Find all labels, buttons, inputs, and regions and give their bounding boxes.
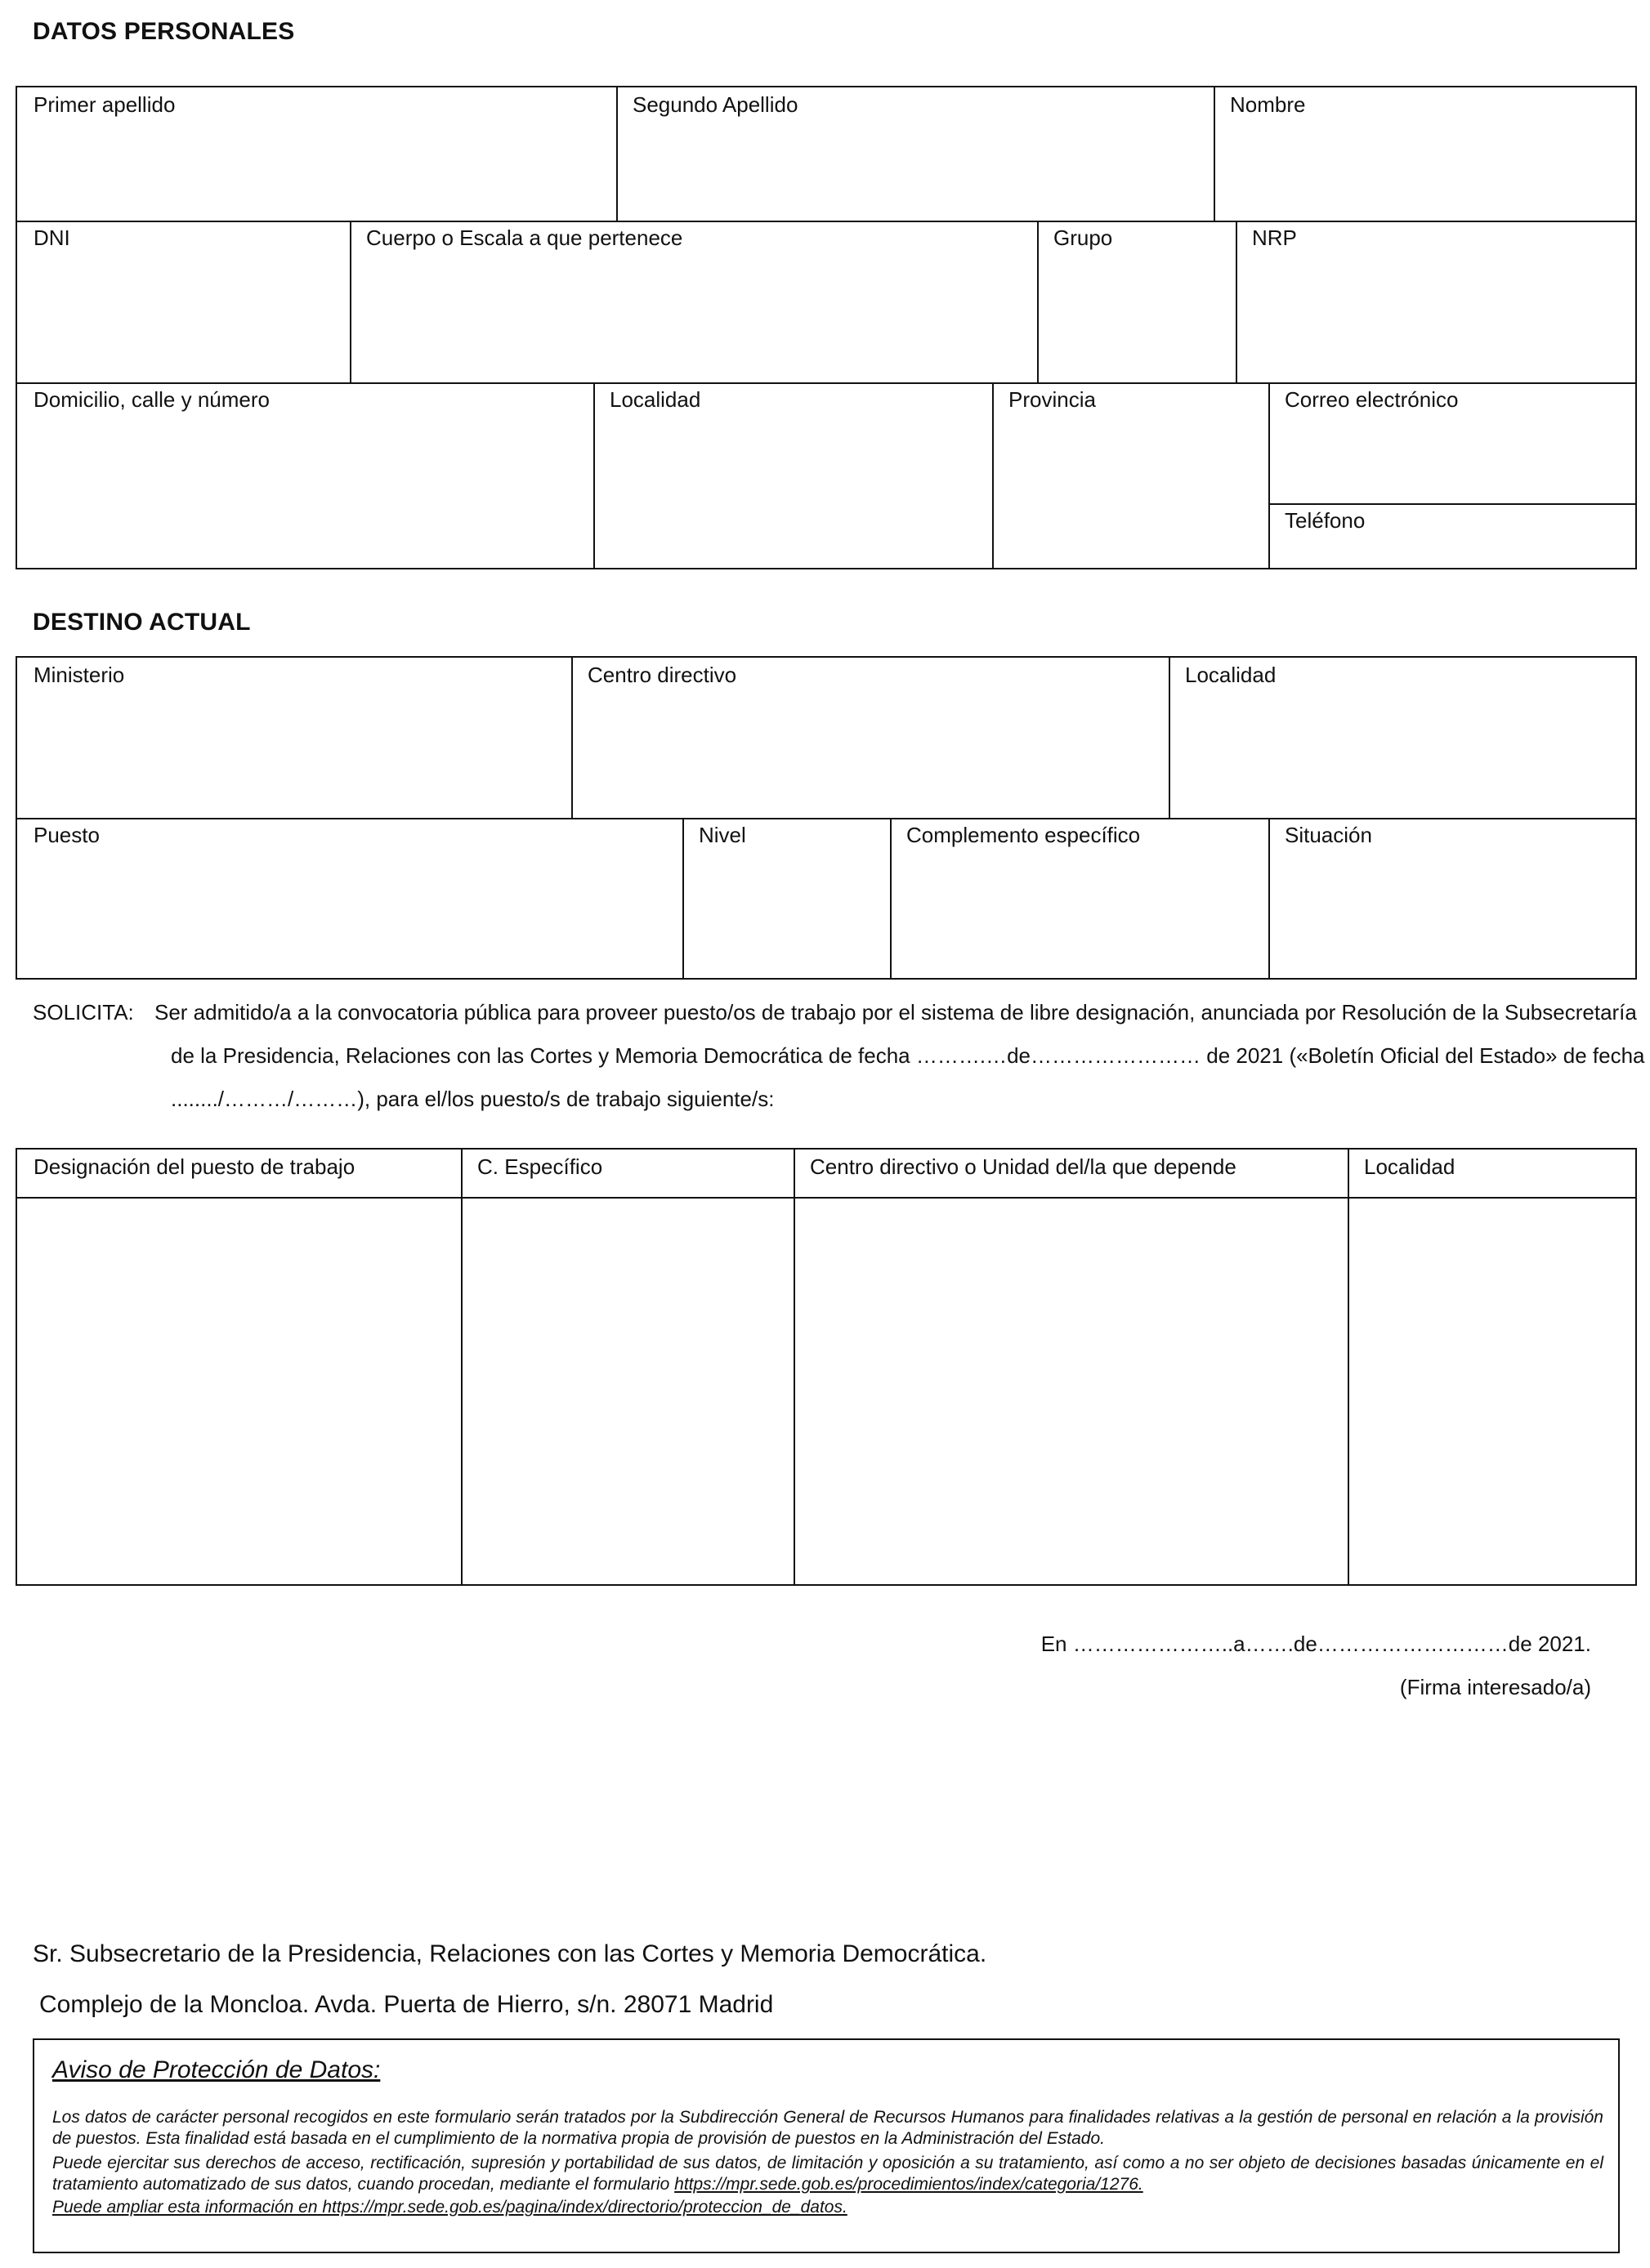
localidad-personal-label: Localidad	[610, 387, 701, 412]
notice-paragraph-1: Los datos de carácter personal recogidos en este formulario serán tratados por la Subdirección General de Recursos Humanos para finalidades relativas a la gestión de personal en relación a la provisión de puestos. Esta finalidad está basada en el cumplimiento de la normativa propia de provisión de puestos en la Administración del Estado.	[52, 2108, 1603, 2148]
puestos-table	[16, 1148, 1637, 1586]
segundo-apellido-label: Segundo Apellido	[633, 92, 798, 117]
destino-table	[16, 656, 1637, 980]
puestos-header-localidad	[1348, 1150, 1635, 1199]
solicita-line-1: Ser admitido/a a la convocatoria pública para proveer puesto/os de trabajo por el sistema de libre designación, anunciada por Resolución de la Subsecretaría	[154, 1000, 1637, 1025]
centro-directivo-field[interactable]	[571, 658, 1170, 819]
dni-label: DNI	[34, 225, 70, 250]
addressee-line-2: Complejo de la Moncloa. Avda. Puerta de Hierro, s/n. 28071 Madrid	[39, 1991, 774, 2018]
puestos-cell-especifico[interactable]	[461, 1197, 795, 1584]
complemento-label: Complemento específico	[906, 823, 1141, 847]
solicita-line-3: ......../………/………), para el/los puesto/s de trabajo siguiente/s:	[171, 1087, 775, 1111]
correo-label: Correo electrónico	[1285, 387, 1459, 412]
nombre-field[interactable]	[1214, 87, 1635, 222]
place-date-line: En …………………..a…….de………………………de 2021.	[1040, 1632, 1591, 1656]
centro-directivo-label: Centro directivo	[588, 663, 737, 687]
header-localidad-label: Localidad	[1364, 1154, 1455, 1179]
puestos-header-designacion	[17, 1150, 463, 1199]
provincia-label: Provincia	[1008, 387, 1096, 412]
notice-paragraph-3[interactable]: Puede ampliar esta información en https://mpr.sede.gob.es/pagina/index/directorio/proteccion_de_datos.	[52, 2198, 847, 2217]
puestos-cell-designacion[interactable]	[17, 1197, 463, 1584]
telefono-field[interactable]	[1268, 503, 1635, 568]
addressee-line-1: Sr. Subsecretario de la Presidencia, Relaciones con las Cortes y Memoria Democrática.	[33, 1940, 987, 1967]
telefono-label: Teléfono	[1285, 508, 1366, 533]
nrp-label: NRP	[1252, 225, 1297, 250]
situacion-field[interactable]	[1268, 818, 1635, 978]
nivel-field[interactable]	[682, 818, 892, 978]
header-designacion-label: Designación del puesto de trabajo	[34, 1154, 355, 1179]
personal-data-table	[16, 86, 1637, 569]
domicilio-field[interactable]	[17, 382, 595, 568]
procedure-form-link[interactable]: https://mpr.sede.gob.es/procedimientos/index/categoria/1276.	[674, 2175, 1143, 2194]
localidad-destino-field[interactable]	[1169, 658, 1635, 819]
data-protection-notice	[33, 2038, 1620, 2253]
provincia-field[interactable]	[992, 382, 1270, 568]
puestos-header-centro	[794, 1150, 1349, 1199]
cuerpo-label: Cuerpo o Escala a que pertenece	[366, 225, 683, 250]
segundo-apellido-field[interactable]	[616, 87, 1215, 222]
nivel-label: Nivel	[699, 823, 746, 847]
signature-label: (Firma interesado/a)	[1399, 1675, 1591, 1699]
section-title-destino: DESTINO ACTUAL	[33, 609, 251, 636]
puesto-label: Puesto	[34, 823, 100, 847]
grupo-field[interactable]	[1037, 221, 1237, 384]
section-title-personal: DATOS PERSONALES	[33, 18, 295, 45]
grupo-label: Grupo	[1053, 225, 1113, 250]
localidad-destino-label: Localidad	[1185, 663, 1277, 687]
notice-title: Aviso de Protección de Datos:	[52, 2056, 381, 2083]
ministerio-field[interactable]	[17, 658, 573, 819]
ministerio-label: Ministerio	[34, 663, 125, 687]
primer-apellido-field[interactable]	[17, 87, 618, 222]
cuerpo-field[interactable]	[350, 221, 1039, 384]
situacion-label: Situación	[1285, 823, 1372, 847]
header-centro-label: Centro directivo o Unidad del/la que depende	[810, 1154, 1236, 1179]
primer-apellido-label: Primer apellido	[34, 92, 176, 117]
solicita-label: SOLICITA:	[33, 1000, 134, 1025]
header-especifico-label: C. Específico	[477, 1154, 603, 1179]
correo-field[interactable]	[1268, 382, 1635, 505]
puesto-field[interactable]	[17, 818, 684, 978]
dni-field[interactable]	[17, 221, 351, 384]
nombre-label: Nombre	[1230, 92, 1306, 117]
puestos-cell-centro[interactable]	[794, 1197, 1349, 1584]
nrp-field[interactable]	[1236, 221, 1635, 384]
puestos-header-especifico	[461, 1150, 795, 1199]
notice-paragraph-2-text: Puede ejercitar sus derechos de acceso, rectificación, supresión y portabilidad de sus datos, de limitación y oposición a su tratamiento, así como a no ser objeto de decisiones basadas únicamente en el tratamiento automatizado de sus datos, cuando procedan, mediante el formulario	[52, 2154, 1603, 2194]
localidad-personal-field[interactable]	[593, 382, 994, 568]
notice-paragraph-2	[52, 2153, 1603, 2195]
solicita-line-2: de la Presidencia, Relaciones con las Cortes y Memoria Democrática de fecha ……….…de…………………… de 2021 («Boletín Oficial del Estado» de fecha	[171, 1043, 1645, 1068]
complemento-field[interactable]	[890, 818, 1270, 978]
puestos-cell-localidad[interactable]	[1348, 1197, 1635, 1584]
domicilio-label: Domicilio, calle y número	[34, 387, 270, 412]
